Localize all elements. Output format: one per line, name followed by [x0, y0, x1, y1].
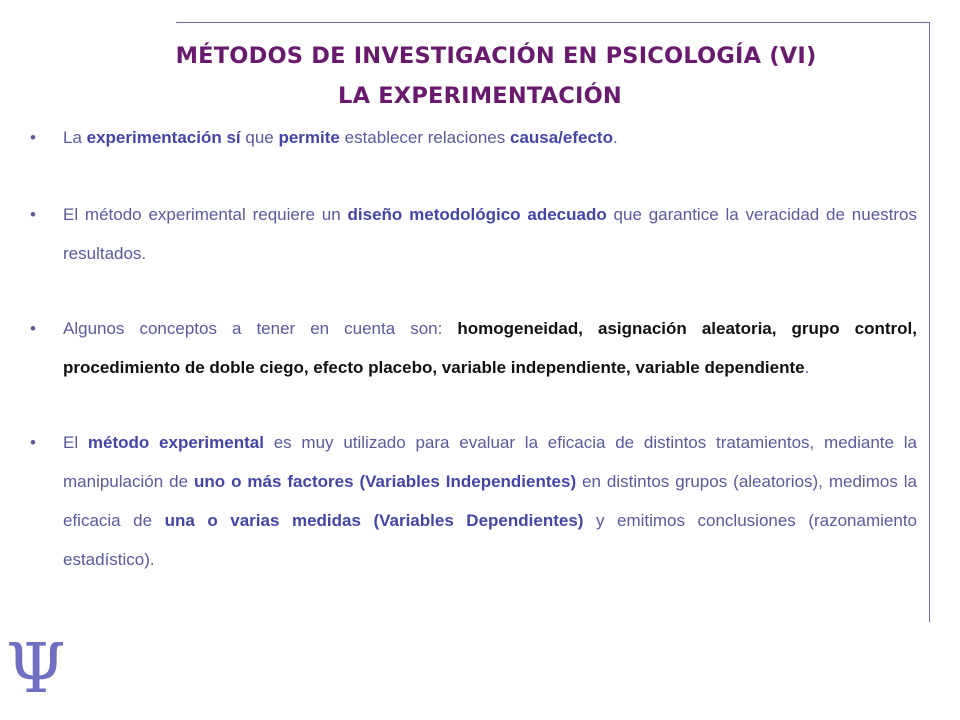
emphasis: uno o más factores (Variables Independientes)	[193, 472, 577, 491]
text: .	[612, 128, 618, 147]
emphasis: método experimental	[87, 433, 264, 452]
text: que	[240, 128, 279, 147]
frame-right-line	[929, 22, 930, 622]
key-concepts: homogeneidad, asignación aleatoria, grupo control, procedimiento de doble ciego, efecto placebo, variable independiente, variable dependiente	[63, 319, 917, 377]
bullet-dot: •	[30, 433, 36, 452]
text: Algunos conceptos a tener en cuenta son:	[63, 319, 458, 338]
bullet-list	[30, 118, 917, 579]
bullet-dot: •	[30, 319, 36, 338]
emphasis: una o varias medidas (Variables Dependientes)	[164, 511, 584, 530]
bullet-item-3	[30, 309, 917, 387]
bullet-dot: •	[30, 205, 36, 224]
bullet-item-1	[30, 118, 917, 157]
slide-subtitle: LA EXPERIMENTACIÓN	[338, 83, 622, 109]
text: establecer relaciones	[339, 128, 510, 147]
text: que garantice la veracidad de nuestros resultados.	[63, 205, 917, 263]
text: El método experimental requiere un	[63, 205, 348, 224]
text: y emitimos conclusiones (razonamiento estadístico).	[63, 511, 917, 569]
slide-title: MÉTODOS DE INVESTIGACIÓN EN PSICOLOGÍA (VI)	[175, 43, 817, 69]
emphasis: causa/efecto	[509, 128, 613, 147]
bullet-item-4	[30, 423, 917, 579]
bullet-item-2	[30, 195, 917, 273]
emphasis: diseño metodológico adecuado	[347, 205, 607, 224]
text: El	[63, 433, 88, 452]
text: La	[63, 128, 87, 147]
emphasis: permite	[278, 128, 340, 147]
bullet-dot: •	[30, 128, 36, 147]
emphasis: experimentación sí	[86, 128, 241, 147]
text: es muy utilizado para evaluar la eficacia de distintos tratamientos, mediante la manipulación de	[63, 433, 917, 491]
text: .	[804, 358, 810, 377]
psi-logo-icon: Ψ	[6, 630, 66, 709]
text: en distintos grupos (aleatorios), medimos la eficacia de	[63, 472, 917, 530]
frame-top-line	[176, 22, 930, 23]
